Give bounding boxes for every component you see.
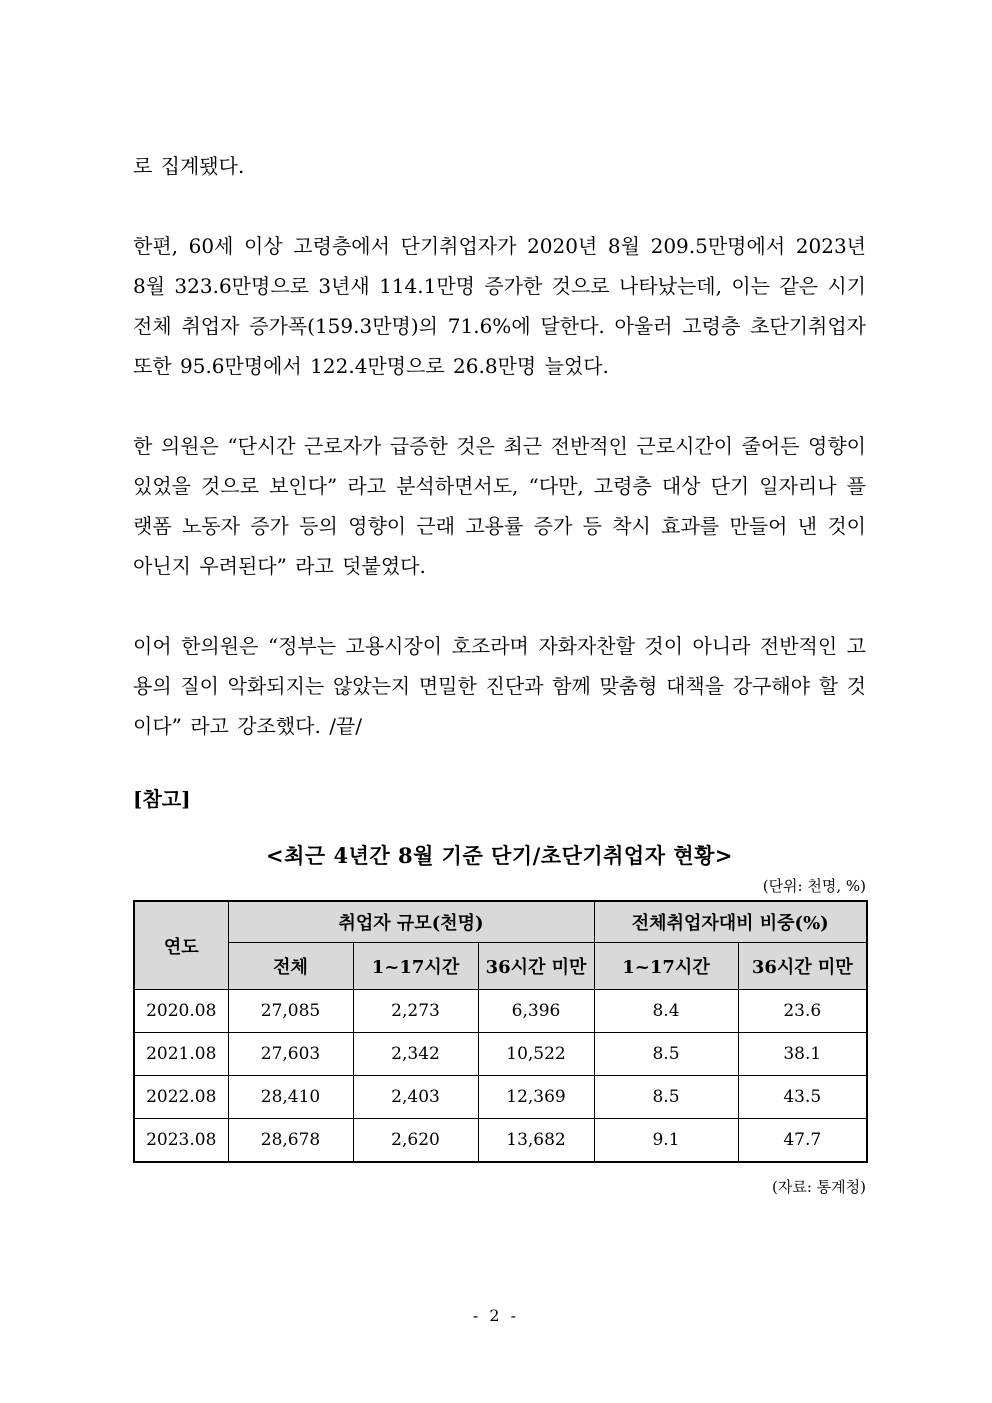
col-header-under36h: 36시간 미만 xyxy=(478,943,594,990)
col-header-1-17h: 1~17시간 xyxy=(353,943,478,990)
table-cell: 23.6 xyxy=(738,990,867,1033)
table-row xyxy=(134,1076,867,1119)
paragraph-2: 한편, 60세 이상 고령층에서 단기취업자가 2020년 8월 209.5만명에서 2023년 8월 323.6만명으로 3년새 114.1만명 증가한 것으로 나타났는데, 이는 같은 시기 전체 취업자 증가폭(159.3만명)의 71.6%에 달한다. 아울러 고령층 초단기취업자 또한 95.6만명에서 122.4만명으로 26.8만명 늘었다. xyxy=(133,234,866,378)
reference-label: [참고] xyxy=(133,787,191,811)
col-header-1-17h-share: 1~17시간 xyxy=(594,943,738,990)
paragraph-4: 이어 한의원은 “정부는 고용시장이 호조라며 자화자찬할 것이 아니라 전반적인 고용의 질이 악화되지는 않았는지 면밀한 진단과 함께 맞춤형 대책을 강구해야 할 것이다” 라고 강조했다. /끝/ xyxy=(133,634,866,738)
table-cell: 43.5 xyxy=(738,1076,867,1119)
table-cell: 2,403 xyxy=(353,1076,478,1119)
employment-table xyxy=(133,900,868,1163)
table-cell: 8.5 xyxy=(594,1076,738,1119)
table-cell: 12,369 xyxy=(478,1076,594,1119)
paragraph-1: 로 집계됐다. xyxy=(133,154,245,178)
table-title: <최근 4년간 8월 기준 단기/초단기취업자 현황> xyxy=(265,843,733,868)
table-cell: 2,620 xyxy=(353,1119,478,1163)
col-group-scale: 취업자 규모(천명) xyxy=(228,901,594,943)
table-cell: 8.5 xyxy=(594,1033,738,1076)
table-cell: 2023.08 xyxy=(134,1119,228,1163)
unit-note: (단위: 천명, %) xyxy=(762,877,866,895)
table-row xyxy=(134,990,867,1033)
table-row xyxy=(134,1119,867,1163)
col-header-under36h-share: 36시간 미만 xyxy=(738,943,867,990)
table-cell: 2,342 xyxy=(353,1033,478,1076)
table-cell: 10,522 xyxy=(478,1033,594,1076)
table-cell: 8.4 xyxy=(594,990,738,1033)
table-cell: 2020.08 xyxy=(134,990,228,1033)
table-cell: 27,603 xyxy=(228,1033,353,1076)
source-note: (자료: 통계청) xyxy=(772,1178,866,1196)
table-cell: 28,678 xyxy=(228,1119,353,1163)
table-header-sub-row xyxy=(134,943,867,990)
table-cell: 47.7 xyxy=(738,1119,867,1163)
table-cell: 27,085 xyxy=(228,990,353,1033)
col-group-share: 전체취업자대비 비중(%) xyxy=(594,901,867,943)
table-row xyxy=(134,1033,867,1076)
page-number: - 2 - xyxy=(472,1306,520,1325)
table-cell: 28,410 xyxy=(228,1076,353,1119)
table-header-group-row xyxy=(134,901,867,943)
table-cell: 9.1 xyxy=(594,1119,738,1163)
table-cell: 38.1 xyxy=(738,1033,867,1076)
table-cell: 13,682 xyxy=(478,1119,594,1163)
table-cell: 6,396 xyxy=(478,990,594,1033)
table-cell: 2021.08 xyxy=(134,1033,228,1076)
col-header-total: 전체 xyxy=(228,943,353,990)
table-cell: 2022.08 xyxy=(134,1076,228,1119)
col-header-year: 연도 xyxy=(134,901,228,990)
table-cell: 2,273 xyxy=(353,990,478,1033)
paragraph-3: 한 의원은 “단시간 근로자가 급증한 것은 최근 전반적인 근로시간이 줄어든 영향이 있었을 것으로 보인다” 라고 분석하면서도, “다만, 고령층 대상 단기 일자리나 플랫폼 노동자 증가 등의 영향이 근래 고용률 증가 등 착시 효과를 만들어 낸 것이 아닌지 우려된다” 라고 덧붙였다. xyxy=(133,434,866,578)
